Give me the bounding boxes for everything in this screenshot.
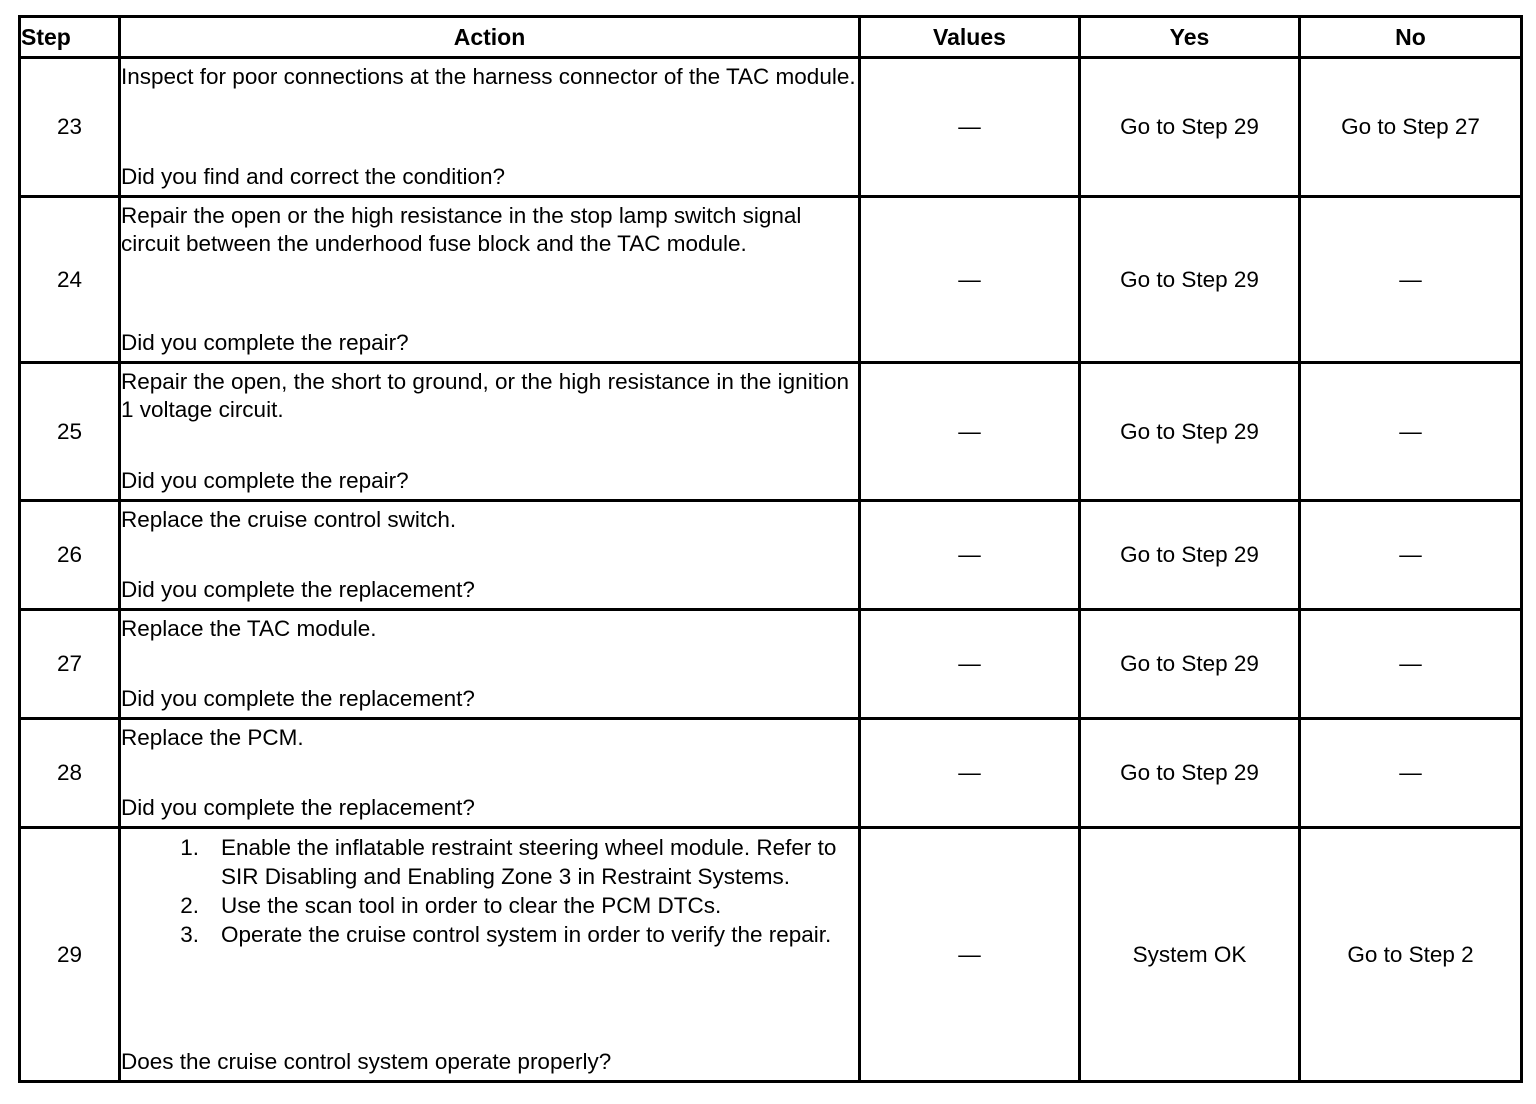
step-number: 27 <box>20 610 120 719</box>
list-item <box>121 833 858 891</box>
action-instruction: Repair the open or the high resistance in the stop lamp switch signal circuit between the underhood fuse block and the TAC module. <box>121 202 802 256</box>
substep-number: 1. <box>180 834 199 860</box>
action-cell <box>120 363 860 501</box>
action-instruction: Replace the TAC module. <box>121 615 377 641</box>
table-row <box>20 363 1522 501</box>
action-instruction: Inspect for poor connections at the harness connector of the TAC module. <box>121 63 856 89</box>
action-question: Did you complete the replacement? <box>121 686 475 711</box>
no-cell: — <box>1300 363 1522 501</box>
no-cell: — <box>1300 610 1522 719</box>
values-cell: — <box>860 828 1080 1082</box>
table-row <box>20 719 1522 828</box>
yes-cell: System OK <box>1080 828 1300 1082</box>
action-question: Does the cruise control system operate properly? <box>121 1049 612 1074</box>
list-item <box>121 891 858 920</box>
header-action: Action <box>120 17 860 58</box>
substep-number: 3. <box>180 921 199 947</box>
substep-list <box>121 833 858 949</box>
no-cell: — <box>1300 197 1522 363</box>
step-number: 28 <box>20 719 120 828</box>
values-cell: — <box>860 501 1080 610</box>
yes-cell: Go to Step 29 <box>1080 363 1300 501</box>
substep-text: Use the scan tool in order to clear the PCM DTCs. <box>221 892 722 918</box>
no-cell: Go to Step 2 <box>1300 828 1522 1082</box>
action-question: Did you complete the repair? <box>121 330 409 355</box>
no-cell: Go to Step 27 <box>1300 58 1522 197</box>
action-cell <box>120 501 860 610</box>
header-no: No <box>1300 17 1522 58</box>
action-instruction: Replace the cruise control switch. <box>121 506 457 532</box>
action-cell <box>120 828 860 1082</box>
yes-cell: Go to Step 29 <box>1080 719 1300 828</box>
header-yes: Yes <box>1080 17 1300 58</box>
substep-number: 2. <box>180 892 199 918</box>
yes-cell: Go to Step 29 <box>1080 610 1300 719</box>
substep-text: Operate the cruise control system in order to verify the repair. <box>221 921 832 947</box>
step-number: 25 <box>20 363 120 501</box>
table-row <box>20 58 1522 197</box>
table-row <box>20 501 1522 610</box>
values-cell: — <box>860 719 1080 828</box>
action-cell <box>120 197 860 363</box>
action-instruction: Replace the PCM. <box>121 724 304 750</box>
action-cell <box>120 610 860 719</box>
substep-text: Enable the inflatable restraint steering wheel module. Refer to SIR Disabling and Enabling Zone 3 in Restraint Systems. <box>221 834 837 889</box>
list-item <box>121 920 858 949</box>
header-step: Step <box>20 17 120 58</box>
step-number: 24 <box>20 197 120 363</box>
header-values: Values <box>860 17 1080 58</box>
values-cell: — <box>860 363 1080 501</box>
no-cell: — <box>1300 501 1522 610</box>
values-cell: — <box>860 197 1080 363</box>
action-instruction: Repair the open, the short to ground, or the high resistance in the ignition 1 voltage circuit. <box>121 368 849 422</box>
diagnostic-table <box>18 15 1523 1083</box>
table-row <box>20 828 1522 1082</box>
action-question: Did you complete the replacement? <box>121 577 475 602</box>
action-cell <box>120 58 860 197</box>
yes-cell: Go to Step 29 <box>1080 197 1300 363</box>
header-row <box>20 17 1522 58</box>
yes-cell: Go to Step 29 <box>1080 501 1300 610</box>
yes-cell: Go to Step 29 <box>1080 58 1300 197</box>
action-question: Did you complete the replacement? <box>121 795 475 820</box>
action-question: Did you find and correct the condition? <box>121 164 505 189</box>
values-cell: — <box>860 610 1080 719</box>
table-row <box>20 610 1522 719</box>
no-cell: — <box>1300 719 1522 828</box>
step-number: 23 <box>20 58 120 197</box>
values-cell: — <box>860 58 1080 197</box>
action-question: Did you complete the repair? <box>121 468 409 493</box>
step-number: 26 <box>20 501 120 610</box>
action-cell <box>120 719 860 828</box>
step-number: 29 <box>20 828 120 1082</box>
table-row <box>20 197 1522 363</box>
